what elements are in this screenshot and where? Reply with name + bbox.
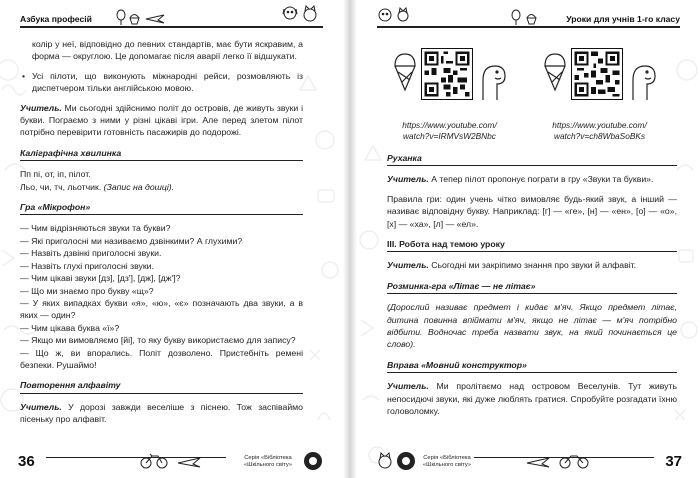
teacher-paragraph: [387, 259, 677, 271]
url-line: watch?v=ch8WbaSoBKs: [553, 130, 646, 141]
left-page: [0, 0, 343, 478]
video-link-card[interactable]: [387, 40, 512, 145]
dinosaur-icon: [475, 60, 509, 104]
paragraph: Правила гри: один учень чітко вимовляє будь-який звук, а інший — називає відповідну букву. Наприклад: [г] — «ге», [н] — «ен», [о] — «о», [х] — «ха», [л] — «ел».: [387, 193, 677, 229]
page-header: [20, 6, 323, 28]
footer-doodles: [138, 453, 208, 469]
school-logo-icon: [304, 452, 322, 470]
page-footer: [375, 444, 682, 472]
series-line: Серія «Бібліотека: [423, 455, 471, 461]
left-page-body: [20, 38, 303, 433]
question: — Чим цікава буква «ї»?: [20, 322, 120, 333]
question: — У яких випадках букви «я», «ю», «є» позначають два звуки, а в яких — один?: [20, 297, 303, 321]
plane-icon: [527, 458, 549, 467]
section-heading: Розминка-гра «Літає — не літає»: [387, 280, 677, 294]
right-page: [357, 0, 700, 478]
school-logo-icon: [397, 452, 415, 470]
ice-cream-icon: [539, 52, 573, 92]
cupcake-icon: [130, 15, 139, 25]
plane-icon: [146, 15, 164, 23]
dog-icon: [283, 7, 297, 19]
dinosaur-icon: [625, 60, 659, 104]
section-heading: III. Робота над темою уроку: [387, 238, 677, 252]
board-note: (Запис на дошці).: [103, 181, 175, 192]
question: — Назвіть дзвінкі приголосні звуки.: [20, 248, 162, 259]
cat-icon: [304, 6, 316, 21]
header-doodles: [377, 5, 437, 25]
speaker-label: Учитель.: [20, 102, 62, 113]
video-url[interactable]: [387, 120, 512, 141]
question: — Якщо ми вимовляємо [йі], то яку букву використаємо для запису?: [20, 335, 296, 346]
url-line: https://www.youtube.com/: [552, 120, 647, 130]
calligraphy-line: Пп пі, от, іп, пілот.: [20, 169, 91, 180]
url-line: https://www.youtube.com/: [402, 120, 497, 130]
cat-icon: [398, 8, 408, 21]
header-title: Азбука професій: [20, 14, 92, 24]
question: — Що ж, ви впорались. Політ дозволено. Пристебніть ремені безпеки. Рушаймо!: [20, 347, 303, 370]
header-doodles-right: [282, 5, 322, 25]
series-label: [236, 455, 300, 469]
qr-code-icon: [571, 48, 623, 100]
question: — Чим відрізняються звуки та букви?: [20, 223, 171, 234]
bicycle-icon: [141, 454, 167, 468]
question-list: [20, 222, 303, 371]
header-doodles: [114, 9, 174, 25]
book-gutter: [343, 0, 357, 478]
page-number: 37: [665, 453, 682, 470]
header-title: Уроки для учнів 1-го класу: [566, 14, 680, 24]
paragraph: колір у неї, відповідно до певних стандартів, має бути яскравим, а форма — округлою. Це допомагає після аварії легко її відшукати.: [32, 39, 303, 62]
series-label: [415, 455, 479, 469]
url-line: watch?v=IRMVsW2BNbc: [403, 130, 496, 141]
fact-list: [20, 70, 303, 95]
page-header: [377, 6, 680, 28]
teacher-paragraph: [387, 380, 677, 417]
speaker-label: Учитель.: [387, 381, 429, 392]
video-link-card[interactable]: [537, 40, 662, 145]
cupcake-icon: [527, 15, 536, 25]
list-item: • Усі пілоти, що виконують міжнародні рейси, розмовляють із диспетчером тільки англійською мовою.: [20, 70, 303, 95]
paragraph-text: У дорозі завжди веселіше з піснею. Тож заспіваймо пісеньку про алфавіт.: [20, 401, 303, 425]
series-line: Серія «Бібліотека: [244, 455, 292, 461]
teacher-paragraph: [387, 173, 677, 185]
series-line: «Шкільного світу»: [243, 462, 293, 468]
plane-icon: [178, 458, 200, 467]
series-line: «Шкільного світу»: [422, 462, 472, 468]
video-links: [387, 40, 677, 145]
teacher-paragraph: [20, 401, 303, 426]
calligraphy-text: Льо, чи, тч, льотчик.: [20, 181, 102, 192]
paragraph-text: Ми сьогодні здійснимо політ до островів, де живуть звуки і букви. Пограємо з ними у різні цікаві ігри. Але перед злетом пілот потрібно перевірити готовність пасажирів до подорожі.: [20, 102, 303, 138]
page-footer: [18, 444, 325, 472]
calligraphy-line: [20, 181, 303, 193]
footer-doodles: [525, 453, 595, 469]
speaker-label: Учитель.: [20, 401, 62, 412]
section-heading: Руханка: [387, 152, 677, 166]
question: — Чим цікаві звуки [дз], [дз'], [дж], [дж']?: [20, 273, 181, 284]
instruction-paragraph: (Дорослий називає предмет і кидає м'яч. Якщо предмет літає, дитина повинна впіймати м'яч, якщо не літає — м'яч потрібно відбити. Водночас треба назвати звук, на який починається це слово).: [387, 302, 677, 350]
question: — Що ми знаємо про букву «щ»?: [20, 285, 154, 296]
speaker-label: Учитель.: [387, 260, 429, 271]
paragraph-text: А тепер пілот пропонує пограти в гру «Звуки та букви».: [428, 174, 654, 185]
dog-icon: [379, 9, 391, 21]
ice-cream-icon: [389, 52, 423, 92]
paragraph-text: Сьогодні ми закріпимо знання про звуки й алфавіт.: [428, 260, 637, 271]
section-heading: Повторення алфавіту: [20, 379, 303, 393]
teacher-paragraph: [20, 102, 303, 139]
header-doodles-mid: [509, 9, 553, 25]
right-page-body: [387, 150, 677, 425]
page-number: 36: [18, 453, 35, 470]
speaker-label: Учитель.: [387, 174, 429, 185]
question: — Які приголосні ми називаємо дзвінкими? А глухими?: [20, 235, 243, 246]
question: — Назвіть глухі приголосні звуки.: [20, 260, 154, 271]
video-url[interactable]: [537, 120, 662, 141]
section-heading: Гра «Мікрофон»: [20, 201, 303, 215]
qr-code-icon: [421, 48, 473, 100]
bicycle-icon: [560, 456, 588, 468]
cat-icon: [375, 451, 395, 469]
paragraph-text: Ми пролітаємо над островом Веселунів. Тут живуть непосидючі звуки, які дуже люблять гратися. Спробуйте розгадати їхню головоломку.: [387, 381, 677, 417]
balloon-icon: [117, 10, 125, 25]
balloon-icon: [512, 10, 520, 25]
section-heading: Вправа «Мовний конструктор»: [387, 359, 677, 373]
section-heading: Каліграфічна хвилинка: [20, 147, 303, 161]
